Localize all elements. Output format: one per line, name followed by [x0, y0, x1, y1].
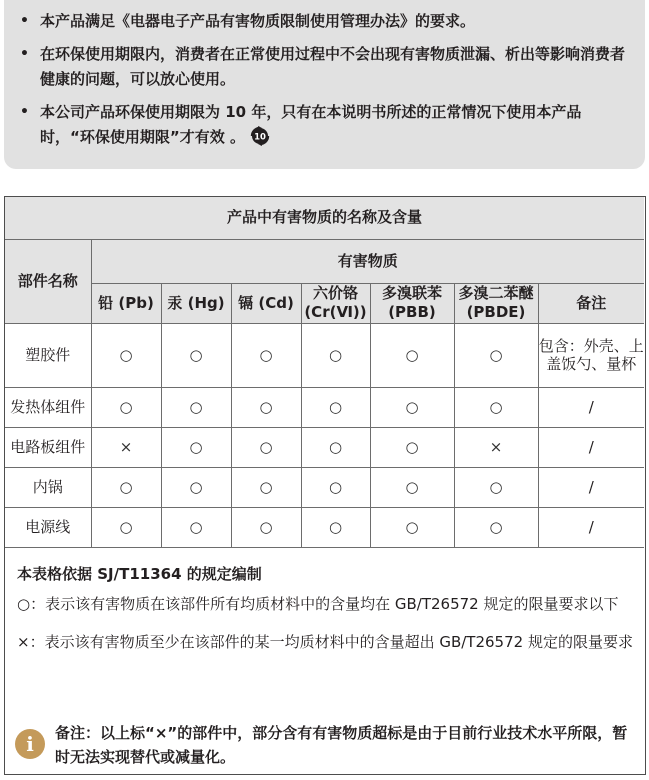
remark-note — [15, 721, 635, 769]
notice-item — [18, 42, 631, 92]
notice-box — [4, 0, 645, 169]
hazard-substance-header: 有害物质 — [91, 239, 644, 283]
substance-mark-cell: ○ — [161, 507, 231, 547]
substance-mark-cell: ○ — [91, 323, 161, 387]
substance-mark-cell: ○ — [370, 387, 454, 427]
remark-cell: / — [538, 507, 644, 547]
substance-column-header: 铅 (Pb) — [91, 283, 161, 323]
hazard-substance-section — [4, 196, 646, 775]
notice-item — [18, 100, 631, 150]
table-row — [5, 507, 644, 547]
substance-mark-cell: ○ — [231, 427, 301, 467]
substance-mark-cell: ○ — [301, 427, 370, 467]
table-row — [5, 427, 644, 467]
substance-mark-cell: ○ — [454, 387, 538, 427]
substance-column-header: 多溴二苯醚 (PBDE) — [454, 283, 538, 323]
substance-mark-cell: ○ — [454, 323, 538, 387]
substance-mark-cell: ○ — [454, 507, 538, 547]
part-name-cell: 电路板组件 — [5, 427, 91, 467]
substance-column-header: 多溴联苯 (PBB) — [370, 283, 454, 323]
substance-mark-cell: ○ — [301, 323, 370, 387]
substance-column-header: 镉 (Cd) — [231, 283, 301, 323]
eco-period-10-icon — [249, 125, 271, 147]
substance-mark-cell: ○ — [91, 467, 161, 507]
substance-mark-cell: ○ — [91, 507, 161, 547]
remark-cell: 包含：外壳、上盖饭勺、量杯 — [538, 323, 644, 387]
substance-mark-cell: ○ — [370, 507, 454, 547]
substance-mark-cell: ○ — [301, 387, 370, 427]
substance-mark-cell: ○ — [231, 507, 301, 547]
substance-mark-cell: ○ — [370, 427, 454, 467]
substance-mark-cell: ○ — [161, 323, 231, 387]
notice-text: 本公司产品环保使用期限为 10 年，只有在本说明书所述的正常情况下使用本产品时，“环保使用期限”才有效 。 — [40, 103, 582, 146]
table-row — [5, 323, 644, 387]
part-name-cell: 塑胶件 — [5, 323, 91, 387]
substance-mark-cell: × — [91, 427, 161, 467]
cross-definition: ×：表示该有害物质至少在该部件的某一均质材料中的含量超出 GB/T26572 规定的限量要求 — [17, 633, 633, 651]
remark-column-header: 备注 — [538, 283, 644, 323]
substance-mark-cell: ○ — [161, 387, 231, 427]
remark-cell: / — [538, 427, 644, 467]
notice-text: 在环保使用期限内，消费者在正常使用过程中不会出现有害物质泄漏、析出等影响消费者健康的问题，可以放心使用。 — [40, 45, 626, 88]
substance-column-header: 汞 (Hg) — [161, 283, 231, 323]
part-name-header: 部件名称 — [5, 239, 91, 323]
substance-mark-cell: ○ — [370, 467, 454, 507]
info-icon: i — [15, 729, 45, 759]
substance-mark-cell: × — [454, 427, 538, 467]
notice-list — [18, 9, 631, 150]
substance-mark-cell: ○ — [454, 467, 538, 507]
substance-mark-cell: ○ — [301, 507, 370, 547]
notice-item — [18, 9, 631, 34]
remark-cell: / — [538, 387, 644, 427]
substance-column-header: 六价铬 (Cr(Ⅵ)) — [301, 283, 370, 323]
part-name-cell: 内锅 — [5, 467, 91, 507]
notice-text: 本产品满足《电器电子产品有害物质限制使用管理办法》的要求。 — [40, 12, 476, 30]
substance-mark-cell: ○ — [231, 387, 301, 427]
table-row — [5, 467, 644, 507]
substance-mark-cell: ○ — [301, 467, 370, 507]
remark-cell: / — [538, 467, 644, 507]
circle-definition: ○：表示该有害物质在该部件所有均质材料中的含量均在 GB/T26572 规定的限量要求以下 — [17, 595, 619, 613]
part-name-cell: 电源线 — [5, 507, 91, 547]
standard-basis: 本表格依据 SJ/T11364 的规定编制 — [17, 565, 262, 583]
substance-mark-cell: ○ — [231, 467, 301, 507]
table-notes — [17, 563, 637, 669]
substance-mark-cell: ○ — [161, 467, 231, 507]
substance-mark-cell: ○ — [161, 427, 231, 467]
substance-mark-cell: ○ — [91, 387, 161, 427]
part-name-cell: 发热体组件 — [5, 387, 91, 427]
hazard-substance-table — [5, 197, 644, 548]
remark-note-text: 备注：以上标“×”的部件中，部分含有有害物质超标是由于目前行业技术水平所限，暂时无法实现替代或减量化。 — [55, 724, 628, 766]
svg-text:10: 10 — [254, 132, 266, 143]
substance-mark-cell: ○ — [231, 323, 301, 387]
table-row — [5, 387, 644, 427]
table-title: 产品中有害物质的名称及含量 — [5, 197, 644, 239]
substance-mark-cell: ○ — [370, 323, 454, 387]
